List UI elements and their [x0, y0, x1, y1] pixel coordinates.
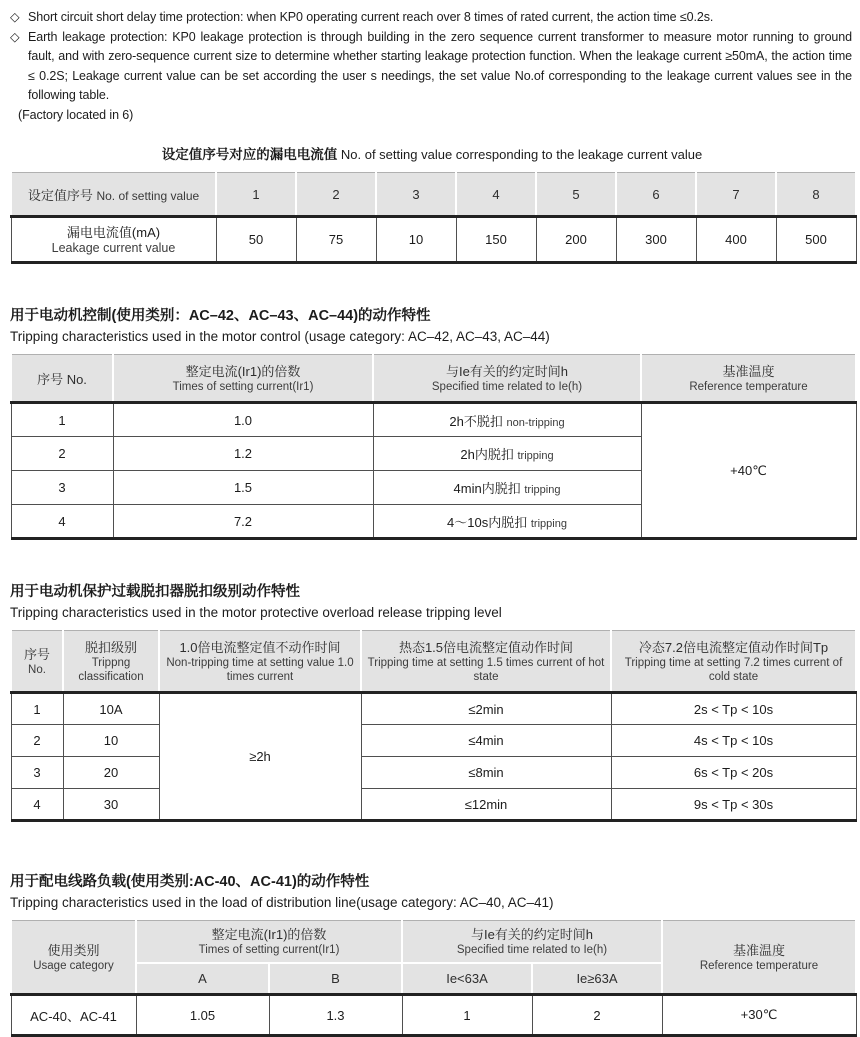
header-cell [11, 631, 63, 693]
cell: 3 [11, 757, 63, 789]
header-zh: 设定值序号 [27, 187, 93, 203]
header-en: Specified time related to Ie(h) [431, 380, 583, 393]
factory-setting-note: (Factory located in 6) [18, 107, 134, 122]
cell-en: tripping [524, 484, 561, 496]
header-zh: 1.0倍电流整定值不动作时间 [179, 639, 341, 655]
cell: 150 [456, 217, 536, 263]
table-row [11, 757, 856, 789]
leakage-setting-table [10, 172, 857, 264]
table-row [11, 725, 856, 757]
header-zh: 与Ie有关的约定时间h [445, 363, 569, 379]
cell-en: tripping [517, 450, 554, 462]
cell-zh: 2h不脱扣 [449, 413, 503, 429]
cell: 20 [63, 757, 159, 789]
label-en: Leakage current value [51, 241, 176, 255]
header-en: Usage category [33, 959, 114, 972]
cell [373, 437, 641, 471]
header-en: Non-tripping time at setting value 1.0 times current [166, 656, 354, 683]
cell: 1.0 [113, 403, 373, 437]
header-cell [159, 631, 361, 693]
subheader-cell: Ie≥63A [532, 963, 662, 995]
header-zh: 脱扣级别 [84, 639, 137, 655]
header-cell: 3 [376, 173, 456, 217]
header-cell: 4 [456, 173, 536, 217]
cell: 1 [402, 995, 532, 1036]
cell: 3 [11, 471, 113, 505]
header-zh: 基准温度 [732, 942, 785, 958]
cell: 9s < Tp < 30s [611, 789, 856, 821]
table-row [11, 995, 856, 1036]
reference-temperature-cell: +40℃ [641, 403, 856, 539]
subheader-cell: A [136, 963, 269, 995]
cell: 10 [63, 725, 159, 757]
cell [373, 403, 641, 437]
cell: ≤2min [361, 693, 611, 725]
cell: 4 [11, 505, 113, 539]
table-header-row [11, 173, 856, 217]
section-title-distribution-line-zh: 用于配电线路负载(使用类别:AC-40、AC-41)的动作特性 [10, 874, 370, 890]
cell: 2 [532, 995, 662, 1036]
cell [373, 505, 641, 539]
cell: 10 [376, 217, 456, 263]
cell-en: tripping [530, 517, 567, 530]
header-en: Tripping time at setting 1.5 times current of hot state [367, 656, 605, 683]
header-zh: 整定电流(Ir1)的倍数 [185, 363, 301, 379]
cell: 500 [776, 217, 856, 263]
cell-zh: 2h内脱扣 [460, 447, 514, 462]
cell [373, 471, 641, 505]
header-cell [402, 921, 662, 963]
motor-control-tripping-table [10, 354, 857, 540]
cell: ≤12min [361, 789, 611, 821]
row-label-cell [11, 217, 216, 263]
cell: 2 [11, 437, 113, 471]
cell-en: non-tripping [506, 416, 565, 429]
header-en: Reference temperature [689, 380, 808, 393]
header-en: Reference temperature [699, 959, 819, 972]
distribution-line-tripping-table [10, 920, 857, 1037]
cell: 1.2 [113, 437, 373, 471]
subheader-cell: Ie<63A [402, 963, 532, 995]
cell: 7.2 [113, 505, 373, 539]
non-tripping-time-cell: ≥2h [159, 693, 361, 821]
header-cell [662, 921, 856, 995]
cell: 75 [296, 217, 376, 263]
note-text: Short circuit short delay time protection: when KP0 operating current reach over 8 times of rated current, the action time ≤0.2s. [28, 10, 714, 24]
header-zh: 热态1.5倍电流整定值动作时间 [398, 639, 574, 655]
table-header-row [11, 355, 856, 403]
cell: 200 [536, 217, 616, 263]
header-cell: 1 [216, 173, 296, 217]
cell-zh: 4～10s内脱扣 [447, 514, 528, 530]
header-cell: 7 [696, 173, 776, 217]
cell: 50 [216, 217, 296, 263]
note-line [10, 28, 854, 106]
header-cell [11, 921, 136, 995]
diamond-bullet-icon: ◇ [10, 29, 20, 44]
overload-release-tripping-table [10, 630, 857, 822]
cell: 2 [11, 725, 63, 757]
table-row [11, 217, 856, 263]
cell: 400 [696, 217, 776, 263]
header-cell [136, 921, 402, 963]
section-title-overload-release-en: Tripping characteristics used in the motor protective overload release tripping level [10, 605, 502, 620]
header-zh: 冷态7.2倍电流整定值动作时间Tp [638, 639, 829, 655]
header-zh: 与Ie有关的约定时间h [470, 926, 594, 942]
cell: 4 [11, 789, 63, 821]
cell-zh: 4min内脱扣 [453, 481, 521, 496]
header-en: Times of setting current(Ir1) [172, 380, 314, 393]
header-en: No. of setting value [96, 188, 200, 203]
section-title-overload-release-zh: 用于电动机保护过载脱扣器脱扣级别动作特性 [10, 584, 300, 600]
subheader-cell: B [269, 963, 402, 995]
cell: ≤8min [361, 757, 611, 789]
table-row [11, 693, 856, 725]
header-en: Tripping time at setting 7.2 times current of cold state [624, 656, 843, 683]
header-cell [113, 355, 373, 403]
note-text: Earth leakage protection: KP0 leakage protection is through building in the zero sequence current transformer to measure motor running to ground fault, and with zero-sequence current size to determine whether starting leakage protection function. When the leakage current ≥50mA, the action time ≤ 0.2S; Leakage current value can be set according the user s needings, the set value No.of corresponding to the leakage current values see in the following table. [28, 29, 852, 102]
table-row [11, 403, 856, 437]
section-title-motor-control-zh: 用于电动机控制(使用类别：AC–42、AC–43、AC–44)的动作特性 [10, 308, 431, 324]
table-header-row [11, 921, 856, 963]
cell: 4s < Tp < 10s [611, 725, 856, 757]
header-cell: 序号 No. [11, 355, 113, 403]
cell: 30 [63, 789, 159, 821]
section-title-motor-control-en: Tripping characteristics used in the motor control (usage category: AC–42, AC–43, AC–44) [10, 329, 550, 344]
header-en: Specified time related to Ie(h) [456, 943, 608, 956]
diamond-bullet-icon: ◇ [10, 10, 20, 24]
leakage-table-title-en: No. of setting value corresponding to the leakage current value [340, 147, 703, 162]
cell: 6s < Tp < 20s [611, 757, 856, 789]
header-cell [361, 631, 611, 693]
cell: 1.3 [269, 995, 402, 1036]
header-zh: 序号 [23, 646, 50, 662]
table-row [11, 789, 856, 821]
leakage-table-title-zh: 设定值序号对应的漏电电流值 [161, 147, 338, 162]
label-zh: 漏电电流值(mA) [66, 225, 161, 240]
header-en: Trippng classification [78, 656, 144, 683]
header-cell [11, 173, 216, 217]
cell: 2s < Tp < 10s [611, 693, 856, 725]
cell: +30℃ [662, 995, 856, 1036]
intro-notes [10, 8, 854, 125]
header-zh: 整定电流(Ir1)的倍数 [211, 926, 327, 942]
cell: AC-40、AC-41 [11, 995, 136, 1036]
section-title-distribution-line-en: Tripping characteristics used in the load of distribution line(usage category: AC–40, AC–41) [10, 895, 554, 910]
header-zh: 使用类别 [47, 942, 100, 958]
header-cell: 2 [296, 173, 376, 217]
cell: 1 [11, 693, 63, 725]
cell: ≤4min [361, 725, 611, 757]
header-cell [611, 631, 856, 693]
cell: 1 [11, 403, 113, 437]
header-cell [63, 631, 159, 693]
header-cell [373, 355, 641, 403]
note-line [10, 8, 854, 28]
cell: 300 [616, 217, 696, 263]
cell: 1.05 [136, 995, 269, 1036]
header-cell: 6 [616, 173, 696, 217]
cell: 10A [63, 693, 159, 725]
header-en: Times of setting current(Ir1) [198, 943, 340, 956]
header-zh: 基准温度 [722, 363, 775, 379]
header-cell: 5 [536, 173, 616, 217]
table-header-row [11, 631, 856, 693]
leakage-table-title [10, 143, 854, 163]
header-en: No. [28, 663, 46, 676]
header-cell [641, 355, 856, 403]
header-cell: 8 [776, 173, 856, 217]
cell: 1.5 [113, 471, 373, 505]
